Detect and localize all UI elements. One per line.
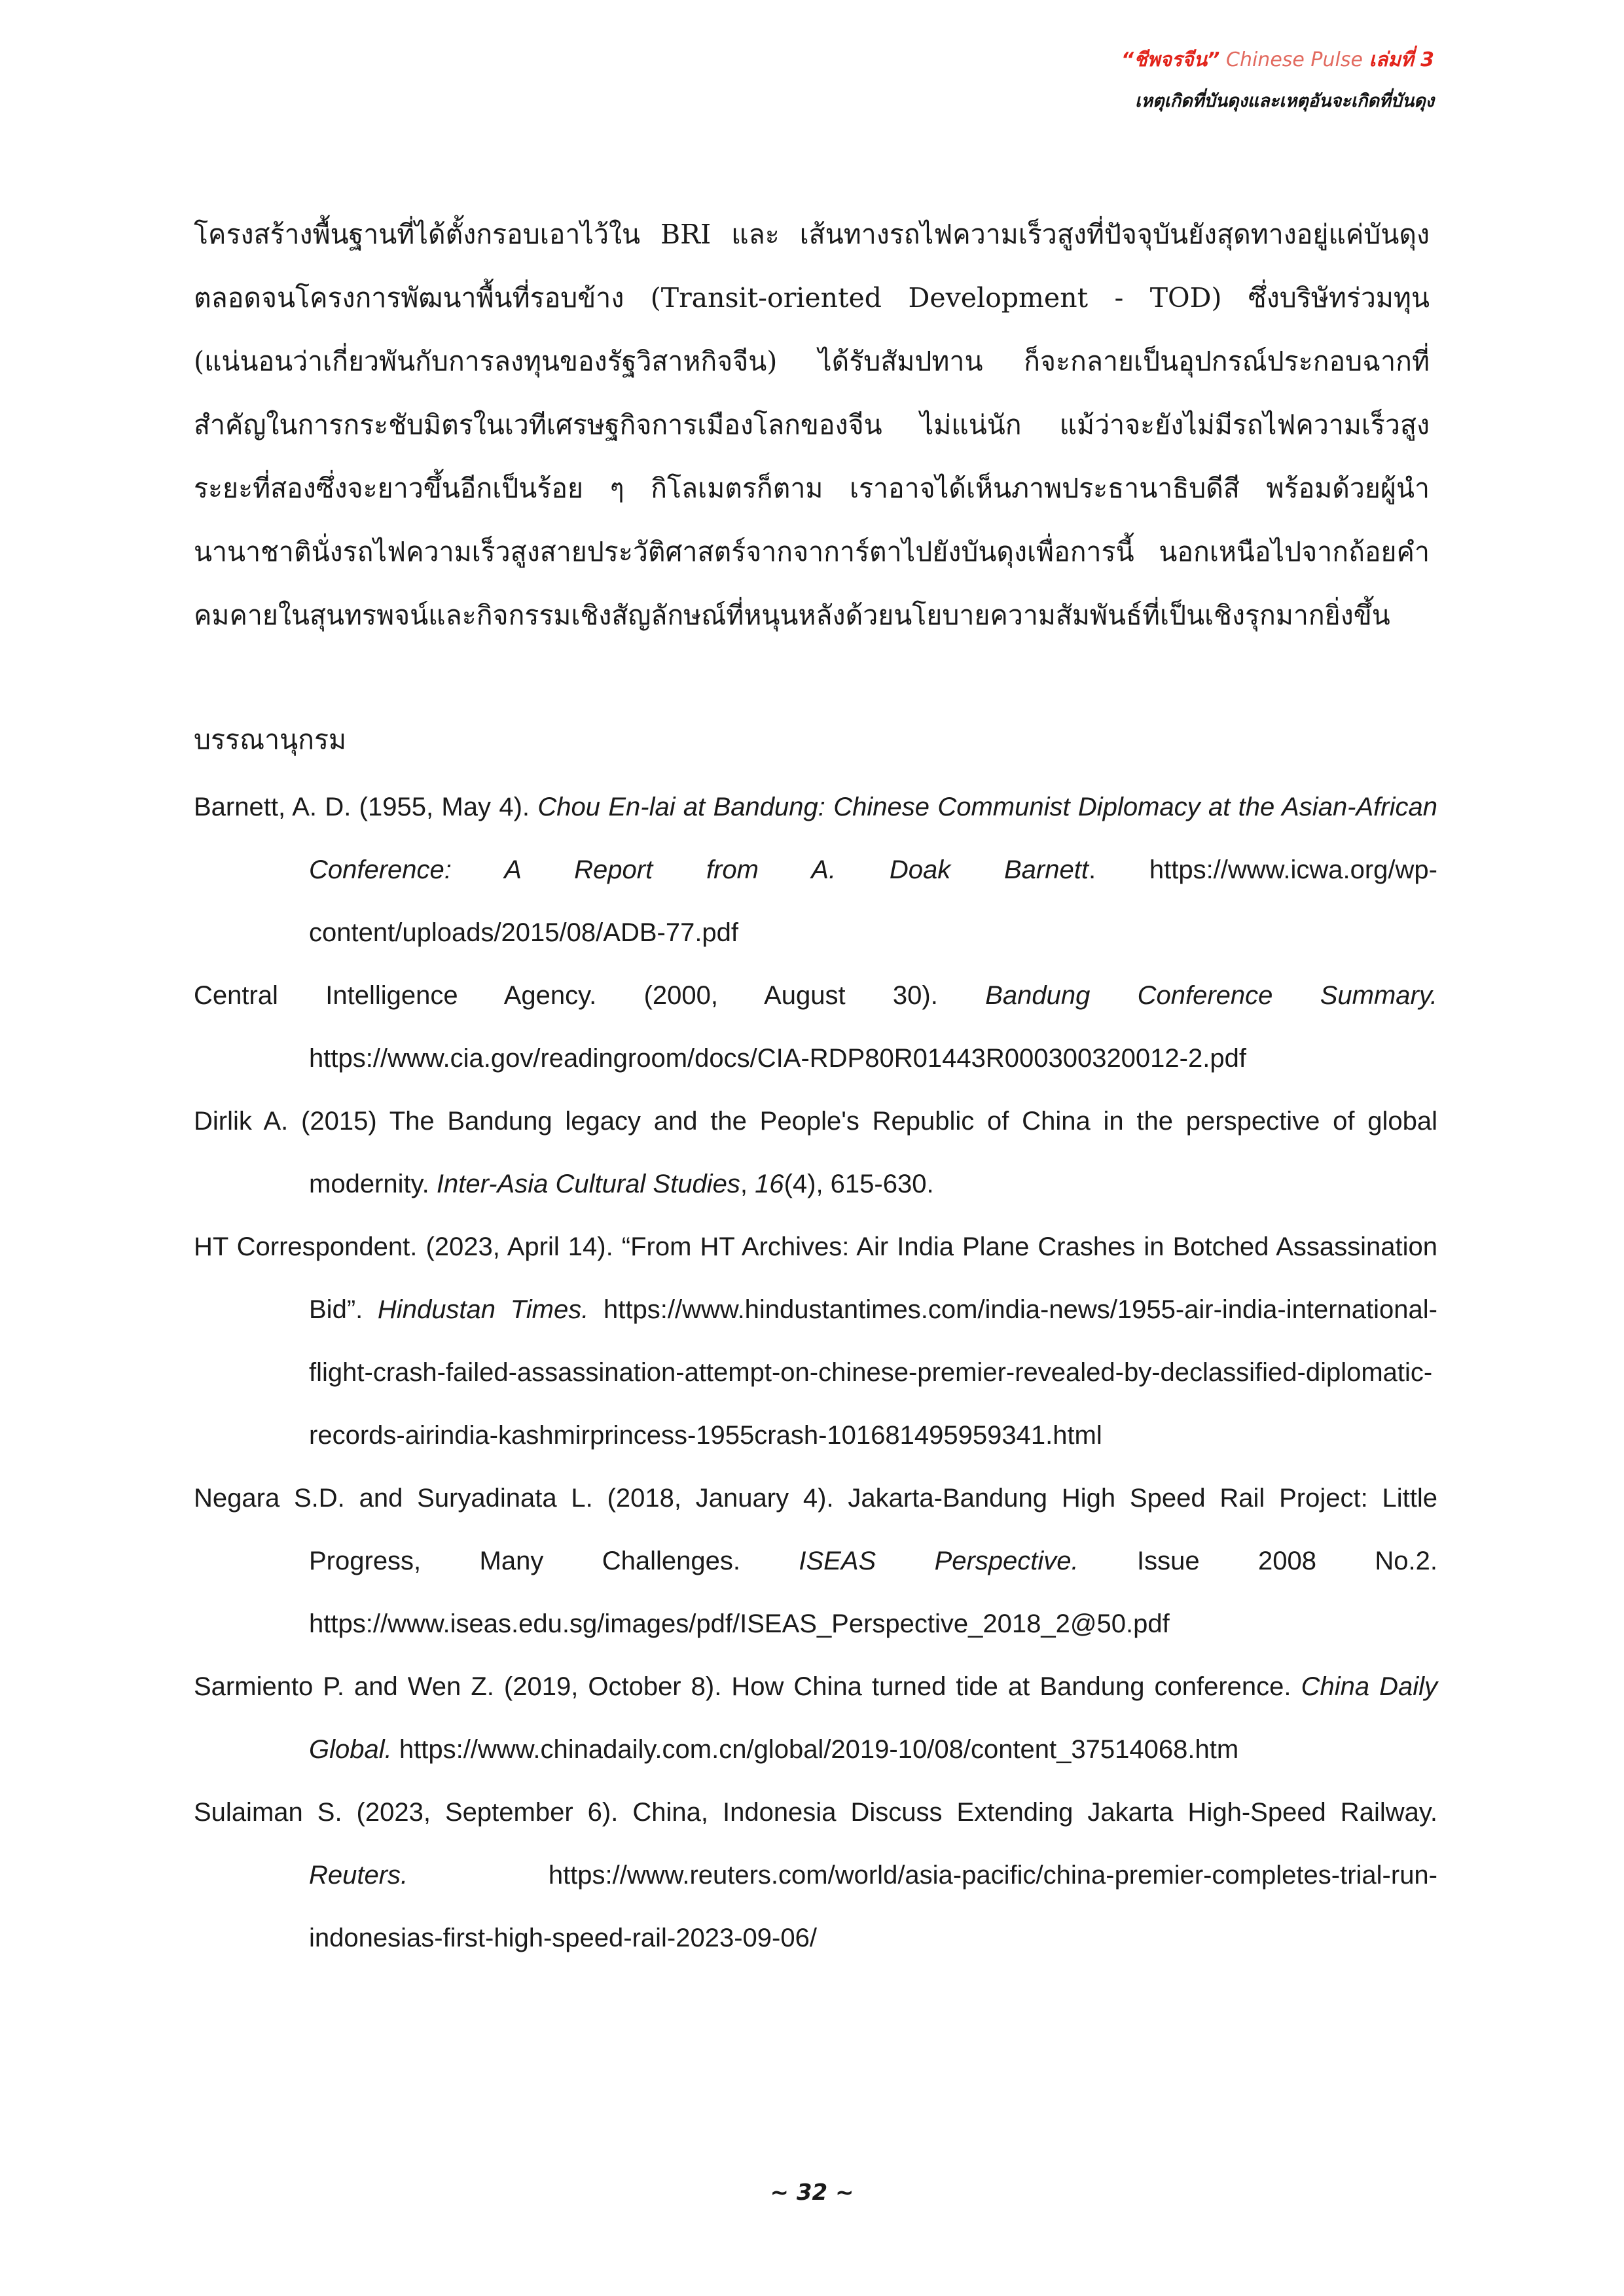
header-volume: เล่มที่ 3: [1369, 48, 1434, 71]
reference-item: Sarmiento P. and Wen Z. (2019, October 8). How China turned tide at Bandung conference. China Daily Global. https://www.chinadaily.com.cn/global/2019-10/08/content_37514068.htm: [194, 1672, 1438, 1764]
header-subtitle: เหตุเกิดที่บันดุงและเหตุอันจะเกิดที่บันดุง: [1134, 91, 1434, 111]
running-header: [1121, 46, 1434, 115]
bibliography-heading: บรรณานุกรม: [194, 724, 347, 755]
reference-item: Barnett, A. D. (1955, May 4). Chou En-lai at Bandung: Chinese Communist Diplomacy at the Asian-African Conference: A Report from A. Doak Barnett. https://www.icwa.org/wp-content/uploads/2015/08/ADB-77.pdf: [194, 793, 1437, 947]
header-title-line: [1121, 46, 1434, 75]
reference-item: Sulaiman S. (2023, September 6). China, Indonesia Discuss Extending Jakarta High-Speed Railway. Reuters. https://www.reuters.com/world/asia-pacific/china-premier-completes-trial-run-indonesias-first-high-speed-rail-2023-09-06/: [194, 1798, 1437, 1952]
page-number: ~ 32 ~: [770, 2179, 854, 2206]
reference-item: Negara S.D. and Suryadinata L. (2018, January 4). Jakarta-Bandung High Speed Rail Project: Little Progress, Many Challenges. ISEAS Perspective. Issue 2008 No.2. https://www.iseas.edu.sg/images/pdf/ISEAS_Perspective_2018_2@50.pdf: [194, 1484, 1437, 1638]
header-series-name: Chinese Pulse: [1226, 48, 1363, 71]
reference-item: Dirlik A. (2015) The Bandung legacy and the People's Republic of China in the perspective of global modernity. Inter-Asia Cultural Studies, 16(4), 615-630.: [194, 1107, 1437, 1198]
reference-item: Central Intelligence Agency. (2000, August 30). Bandung Conference Summary. https://www.cia.gov/readingroom/docs/CIA-RDP80R01443R000300320012-2.pdf: [194, 981, 1437, 1073]
header-quote-title: “ชีพจรจีน”: [1121, 48, 1220, 71]
reference-item: HT Correspondent. (2023, April 14). “From HT Archives: Air India Plane Crashes in Botched Assassination Bid”. Hindustan Times. https://www.hindustantimes.com/india-news/1955-air-india-international-flight-crash-failed-assassination-attempt-on-chinese-premier-revealed-by-declassified-diplomatic-records-airindia-kashmirprincess-1955crash-101681495959341.html: [194, 1232, 1437, 1450]
reference-list: [194, 776, 1437, 1969]
body-paragraph: โครงสร้างพื้นฐานที่ได้ตั้งกรอบเอาไว้ใน BRI และ เส้นทางรถไฟความเร็วสูงที่ปัจจุบันยังสุดทางอยู่แค่บันดุงตลอดจนโครงการพัฒนาพื้นที่รอบข้าง (Transit-oriented Development - TOD) ซึ่งบริษัทร่วมทุน (แน่นอนว่าเกี่ยวพันกับการลงทุนของรัฐวิสาหกิจจีน) ได้รับสัมปทาน ก็จะกลายเป็นอุปกรณ์ประกอบฉากที่สำคัญในการกระชับมิตรในเวทีเศรษฐกิจการเมืองโลกของจีน ไม่แน่นัก แม้ว่าจะยังไม่มีรถไฟความเร็วสูงระยะที่สองซึ่งจะยาวขึ้นอีกเป็นร้อย ๆ กิโลเมตรก็ตาม เราอาจได้เห็นภาพประธานาธิบดีสี พร้อมด้วยผู้นำนานาชาตินั่งรถไฟความเร็วสูงสายประวัติศาสตร์จากจาการ์ตาไปยังบันดุงเพื่อการนี้ นอกเหนือไปจากถ้อยคำคมคายในสุนทรพจน์และกิจกรรมเชิงสัญลักษณ์ที่หนุนหลังด้วยนโยบายความสัมพันธ์ที่เป็นเชิงรุกมากยิ่งขึ้น: [194, 219, 1430, 631]
